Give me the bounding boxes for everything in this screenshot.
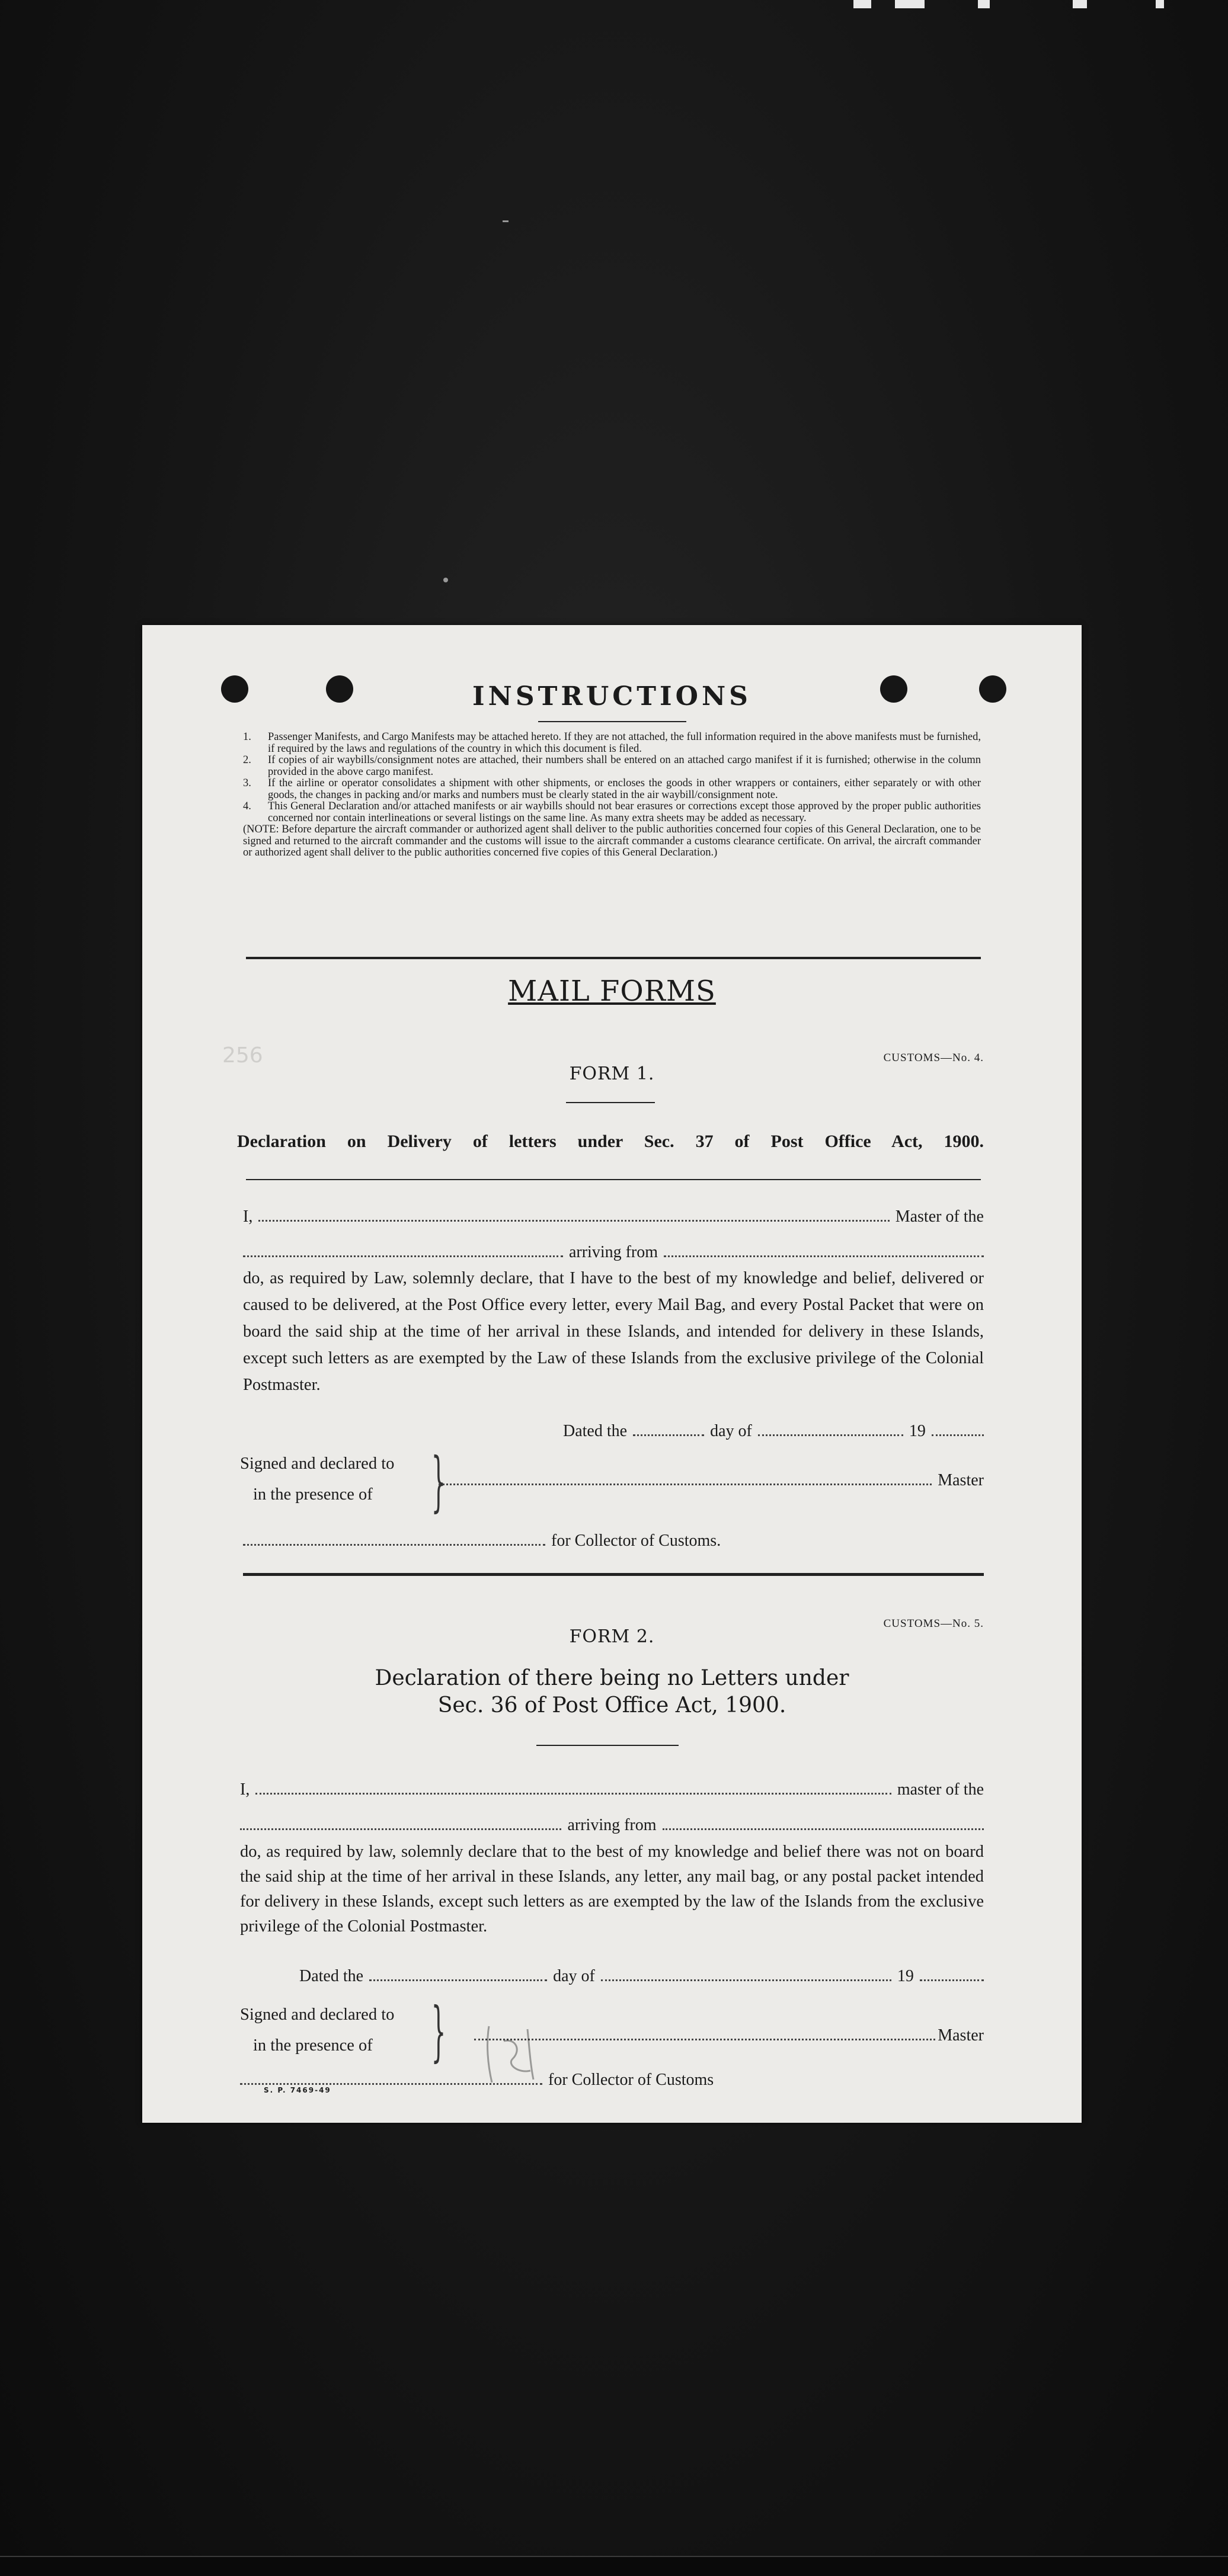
form1-heading-rule [566, 1102, 655, 1103]
arriving-from-field[interactable] [664, 1245, 984, 1257]
date-month-field[interactable] [601, 1969, 891, 1981]
printer-code: S. P. 7469-49 [264, 2086, 331, 2094]
form1-declaration-title: Declaration on Delivery of letters under Sec. 37 of Post Office Act, 1900. [237, 1132, 984, 1151]
form1-arriving-line: arriving from [243, 1243, 984, 1262]
form2-signed-label: Signed and declared to in the presence of [240, 2005, 395, 2055]
collector-signature-field[interactable] [240, 2072, 542, 2085]
form2-customs-number: CUSTOMS—No. 5. [883, 1617, 984, 1630]
date-year-field[interactable] [932, 1424, 984, 1436]
collector-signature-field[interactable] [243, 1533, 545, 1546]
instruction-item: 4. This General Declaration and/or attached manifests or air waybills should not bear erasures or corrections except those approved by the proper public authorities concerned nor contain interlineations or several listings on the same line. As many extra sheets may be added as necessary. [243, 800, 981, 824]
film-speck [443, 578, 448, 582]
form1-collector-line: for Collector of Customs. [243, 1531, 836, 1550]
instruction-item: 3. If the airline or operator consolidates a shipment with other shipments, or encloses the goods in other wrappers or containers, either separately or with other goods, the changes in packing and/or marks and numbers must be clearly stated in the air waybill/consignment note. [243, 777, 981, 801]
brace: } [431, 1443, 446, 1519]
form1-witness-line: Master [439, 1471, 984, 1490]
master-name-field[interactable] [255, 1782, 891, 1795]
form1-title-rule [246, 1179, 981, 1180]
form2-heading: FORM 2. [569, 1626, 655, 1647]
mail-forms-heading: MAIL FORMS [508, 975, 716, 1008]
form2-dated-line: Dated the day of 19 [299, 1967, 984, 1986]
form1-master-line: I, Master of the [243, 1207, 984, 1226]
instructions-list [243, 732, 981, 859]
arriving-from-field[interactable] [663, 1818, 984, 1830]
master-name-field[interactable] [258, 1209, 889, 1222]
instruction-item: 2. If copies of air waybills/consignment notes are attached, their numbers shall be entered on an attached cargo manifest if it is furnished; otherwise in the column provided in the above cargo manifest. [243, 754, 981, 778]
form2-declaration-title: Declaration of there being no Letters under Sec. 36 of Post Office Act, 1900. [375, 1666, 849, 1718]
ship-name-field[interactable] [240, 1818, 561, 1830]
form2-arriving-line: arriving from [240, 1816, 984, 1835]
form2-title-rule [536, 1745, 679, 1746]
date-day-field[interactable] [633, 1424, 704, 1436]
form2-master-line: I, master of the [240, 1780, 984, 1799]
instructions-title: INSTRUCTIONS [472, 681, 751, 712]
forms-divider [243, 1573, 984, 1576]
form1-heading: FORM 1. [569, 1063, 655, 1084]
mail-forms-document [142, 625, 1082, 2123]
film-speck [503, 220, 509, 222]
form1-customs-number: CUSTOMS—No. 4. [883, 1052, 984, 1064]
date-day-field[interactable] [369, 1969, 547, 1981]
ship-name-field[interactable] [243, 1245, 563, 1257]
film-edge-markings [848, 0, 1203, 11]
faint-stamp: 256 [222, 1043, 263, 1068]
witness-signature-field[interactable] [439, 1473, 932, 1485]
instruction-note: (NOTE: Before departure the aircraft commander or authorized agent shall deliver to the public authorities concerned four copies of this General Declaration, one to be signed and returned to the aircraft commander and the customs will issue to the aircraft commander a customs clearance certificate. On arrival, the aircraft commander or authorized agent shall deliver to the public authorities concerned five copies of this General Declaration.) [243, 824, 981, 858]
date-month-field[interactable] [758, 1424, 903, 1436]
instruction-item: 1. Passenger Manifests, and Cargo Manifests may be attached hereto. If they are not attached, the full information required in the above manifests must be furnished, if required by the laws and regulations of the country in which this document is filed. [243, 731, 981, 755]
form1-dated-line: Dated the day of 19 [563, 1422, 984, 1441]
title-underline [538, 721, 686, 722]
film-bottom-edge [0, 2556, 1228, 2576]
form1-declaration-body: do, as required by Law, solemnly declare, that I have to the best of my knowledge and belief, delivered or caused to be delivered, at the Post Office every letter, every Mail Bag, and every Postal Packet that were on board the said ship at the time of her arrival in these Islands, and intended for delivery in these Islands, except such letters as are exempted by the Law of these Islands from the exclusive privilege of the Colonial Postmaster. [243, 1269, 984, 1394]
form2-witness-line: Master [474, 2026, 984, 2045]
form2-declaration-body: do, as required by law, solemnly declare that to the best of my knowledge and belief there was not on board the said ship at the time of her arrival in these Islands, any letter, any mail bag, or any postal packet intended for delivery in these Islands, except such letters as are exempted by the law of the Islands from the exclusive privilege of the Colonial Postmaster. [240, 1843, 984, 1936]
brace: } [431, 1993, 446, 2069]
section-divider [246, 957, 981, 959]
form2-collector-line: for Collector of Customs [240, 2071, 773, 2090]
date-year-field[interactable] [920, 1969, 984, 1981]
form1-signed-label: Signed and declared to in the presence of [240, 1454, 395, 1504]
